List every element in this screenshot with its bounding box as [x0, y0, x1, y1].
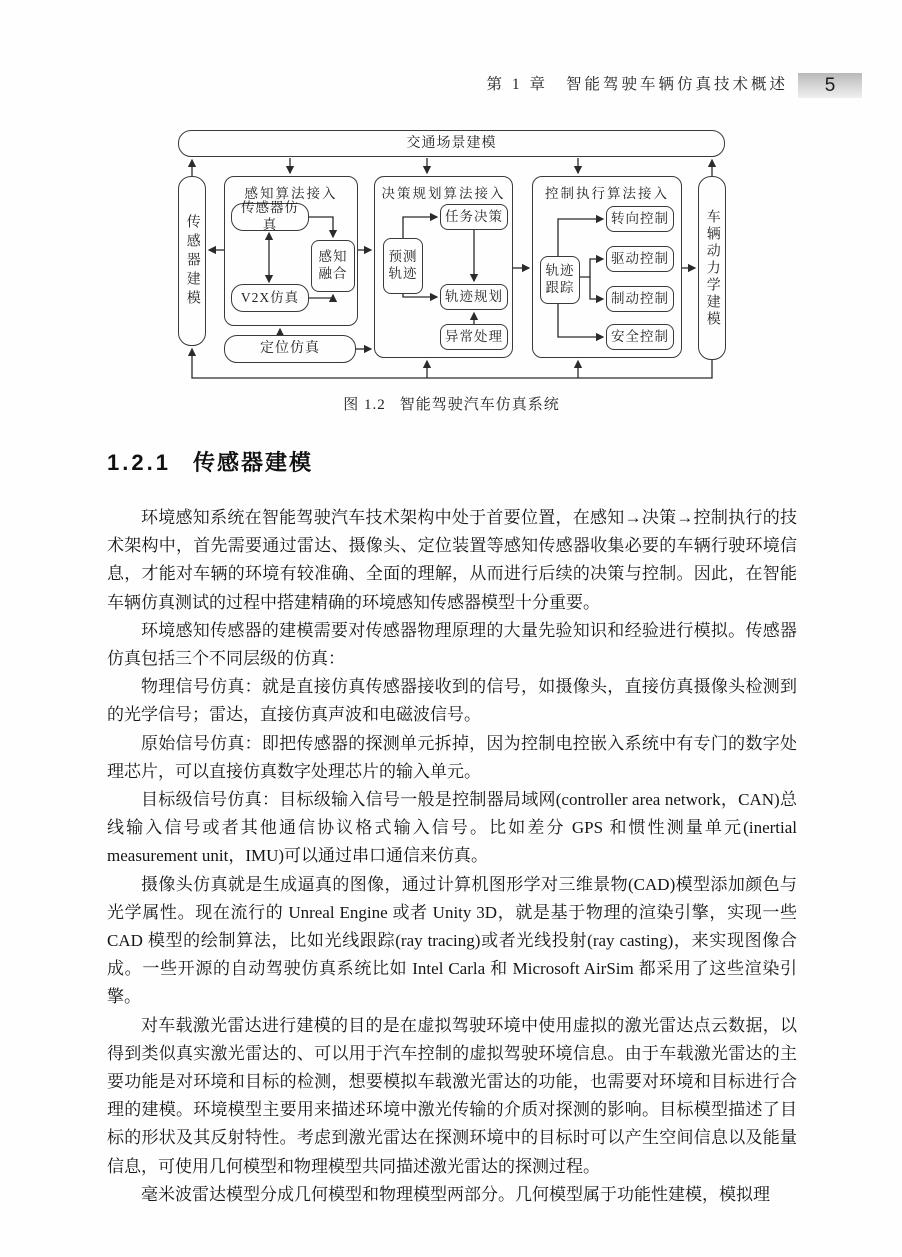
node-trajectory-tracking: 轨迹跟踪: [540, 256, 580, 304]
node-sensor-simulation: 传感器仿真: [231, 203, 309, 231]
module-decision-title: 决策规划算法接入: [381, 186, 506, 201]
running-head-title: 智能驾驶车辆仿真技术概述: [565, 76, 788, 93]
node-perception-fusion: 感知融合: [311, 240, 355, 292]
node-vehicle-dynamics-modeling: 车辆动力学建模: [698, 176, 726, 360]
node-exception-handling: 异常处理: [440, 324, 508, 350]
module-control-title: 控制执行算法接入: [545, 186, 669, 201]
body-paragraph: 毫米波雷达模型分成几何模型和物理模型两部分。几何模型属于功能性建模，模拟理: [141, 1184, 770, 1204]
node-safety-control: 安全控制: [606, 324, 674, 350]
body-paragraph: 环境感知系统在智能驾驶汽车技术架构中处于首要位置，在感知→决策→控制执行的技术架构中，首先需要通过雷达、摄像头、定位装置等感知传感器收集必要的车辆行驶环境信息，才能对车辆的环境有较准确、全面的理解，从而进行后续的决策与控制。因此，在智能车辆仿真测试的过程中搭建精确的环境感知传感器模型十分重要。: [107, 508, 797, 612]
body-paragraph: 摄像头仿真就是生成逼真的图像，通过计算机图形学对三维景物(CAD)模型添加颜色与光学属性。现在流行的 Unreal Engine 或者 Unity 3D，就是基于物理的渲染引擎，实现一些 CAD 模型的绘制算法，比如光线跟踪(ray tracing)或者光线投射(ray casting)，来实现图像合成。一些开源的自动驾驶仿真系统比如 Intel Carla 和 Microsoft AirSim 都采用了这些渲染引擎。: [107, 874, 797, 1007]
page-number: 5: [798, 73, 862, 98]
node-predicted-trajectory: 预测轨迹: [383, 238, 423, 294]
node-v2x-simulation: V2X仿真: [231, 284, 309, 312]
body-paragraph: 物理信号仿真：就是直接仿真传感器接收到的信号，如摄像头，直接仿真摄像头检测到的光学信号；雷达，直接仿真声波和电磁波信号。: [107, 677, 797, 725]
node-sensor-modeling: 传感器建模: [178, 176, 206, 346]
section-heading: [107, 446, 313, 477]
body-text: [107, 504, 797, 1209]
running-head-chapter: 第 1 章: [486, 76, 548, 93]
body-paragraph: 环境感知传感器的建模需要对传感器物理原理的大量先验知识和经验进行模拟。传感器仿真包括三个不同层级的仿真：: [107, 620, 797, 669]
body-paragraph: 原始信号仿真：即把传感器的探测单元拆掉，因为控制电控嵌入系统中有专门的数字处理芯片，可以直接仿真数字处理芯片的输入单元。: [107, 733, 797, 781]
body-paragraph: 对车载激光雷达进行建模的目的是在虚拟驾驶环境中使用虚拟的激光雷达点云数据，以得到类似真实激光雷达的、可以用于汽车控制的虚拟驾驶环境信息。由于车载激光雷达的主要功能是对环境和目标的检测，想要模拟车载激光雷达的功能，也需要对环境和目标进行合理的建模。环境模型主要用来描述环境中激光传输的介质对探测的影响。目标模型描述了目标的形状及其反射特性。考虑到激光雷达在探测环境中的目标时可以产生空间信息以及能量信息，可使用几何模型和物理模型共同描述激光雷达的探测过程。: [107, 1015, 797, 1176]
figure-simulation-system: [0, 0, 902, 430]
section-number: 1.2.1: [107, 450, 171, 475]
body-paragraph: 目标级信号仿真：目标级输入信号一般是控制器局域网(controller area network，CAN)总线输入信号或者其他通信协议格式输入信号。比如差分 GPS 和惯性测量单元(inertial measurement unit，IMU)可以通过串口通信来仿真。: [107, 790, 797, 866]
node-traffic-scene-modeling: 交通场景建模: [178, 130, 725, 157]
node-localization-simulation: 定位仿真: [224, 335, 356, 363]
node-task-decision: 任务决策: [440, 204, 508, 230]
node-drive-control: 驱动控制: [606, 246, 674, 272]
figure-caption-label: 图 1.2: [343, 397, 386, 413]
node-trajectory-planning: 轨迹规划: [440, 284, 508, 310]
node-steering-control: 转向控制: [606, 206, 674, 232]
figure-caption: [178, 393, 725, 414]
figure-caption-text: 智能驾驶汽车仿真系统: [399, 397, 560, 413]
node-brake-control: 制动控制: [606, 286, 674, 312]
section-title: 传感器建模: [192, 450, 313, 475]
module-perception-title: 感知算法接入: [244, 186, 338, 201]
